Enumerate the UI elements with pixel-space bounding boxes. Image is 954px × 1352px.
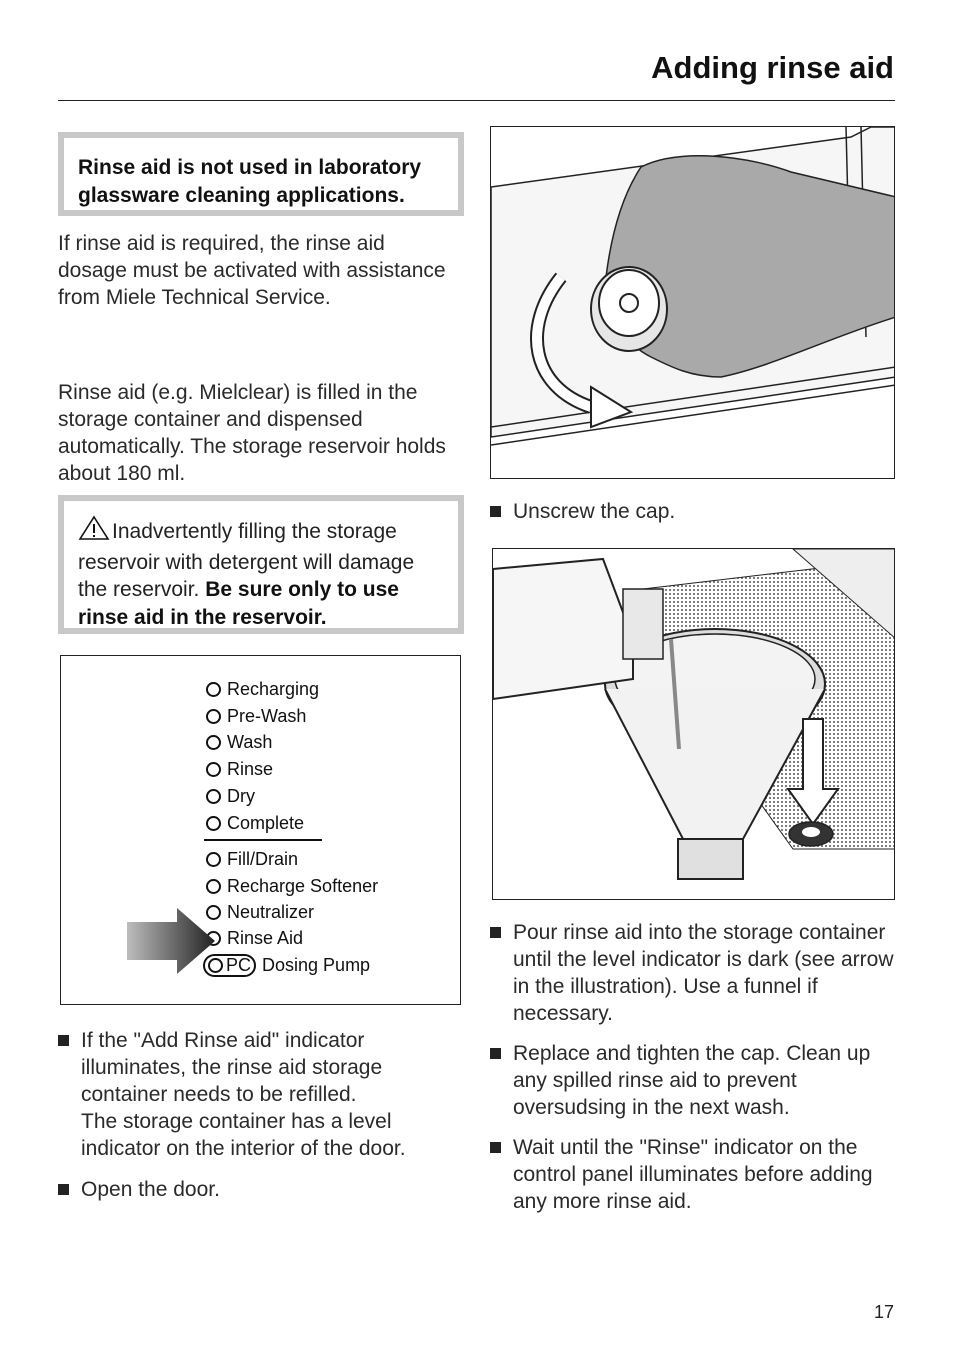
indicator-light-icon	[206, 762, 221, 777]
bullet-icon	[490, 1048, 501, 1059]
indicator-dry: Dry	[206, 786, 255, 807]
indicator-dosing-pump: PC Dosing Pump	[203, 954, 370, 977]
indicator-fill-drain: Fill/Drain	[206, 849, 298, 870]
warning-box	[58, 495, 464, 634]
indicator-pre-wash: Pre-Wash	[206, 706, 306, 727]
pour-rinse-aid-illustration	[492, 548, 895, 900]
list-item: Open the door.	[58, 1176, 458, 1203]
indicator-light-icon	[206, 789, 221, 804]
list-item: Wait until the "Rinse" indicator on the control panel illuminates before adding any more rinse aid.	[490, 1134, 895, 1215]
bullet-icon	[490, 506, 501, 517]
indicator-rinse-aid: Rinse Aid	[206, 928, 303, 949]
indicator-light-icon	[206, 879, 221, 894]
indicator-recharge-softener: Recharge Softener	[206, 876, 378, 897]
indicator-light-icon	[206, 816, 221, 831]
warning-text: Inadvertently filling the storage reservoir with detergent will damage the reservoir.	[78, 520, 415, 601]
unscrew-cap-illustration	[490, 126, 895, 479]
indicator-light-icon	[206, 709, 221, 724]
warning-triangle-icon	[78, 515, 110, 549]
list-item: If the "Add Rinse aid" indicator illuminates, the rinse aid storage container needs to be refilled. The storage container has a level indicator on the interior of the door.	[58, 1027, 458, 1162]
intro-paragraph: If rinse aid is required, the rinse aid dosage must be activated with assistance from Miele Technical Service.	[58, 232, 446, 309]
header-rule	[58, 100, 895, 101]
note-box	[58, 132, 464, 216]
page-number: 17	[873, 1302, 894, 1322]
bullet-icon	[58, 1184, 69, 1195]
rinse-aid-paragraph: Rinse aid (e.g. Mielclear) is filled in the storage container and dispensed automatically. The storage reservoir holds about 180 ml.	[58, 381, 446, 485]
bullet-icon	[490, 927, 501, 938]
list-item: Unscrew the cap.	[490, 498, 895, 525]
indicator-light-icon	[206, 682, 221, 697]
indicator-light-icon	[206, 735, 221, 750]
list-item: Pour rinse aid into the storage container until the level indicator is dark (see arrow in the illustration). Use a funnel if necessary.	[490, 919, 895, 1027]
indicator-neutralizer: Neutralizer	[206, 902, 314, 923]
bullet-icon	[490, 1142, 501, 1153]
warning-emphasis: Be sure only to use rinse aid in the reservoir.	[78, 578, 399, 629]
pointer-arrow-icon	[127, 908, 217, 974]
indicator-rinse: Rinse	[206, 759, 273, 780]
page-title: Adding rinse aid	[651, 50, 894, 85]
note-text: Rinse aid is not used in laboratory glassware cleaning applications.	[78, 156, 422, 207]
indicator-complete: Complete	[206, 813, 304, 834]
bullet-icon	[58, 1035, 69, 1046]
control-panel-diagram	[60, 655, 461, 1005]
panel-divider	[204, 839, 322, 841]
indicator-recharging: Recharging	[206, 679, 319, 700]
list-item: Replace and tighten the cap. Clean up any spilled rinse aid to prevent oversudsing in the next wash.	[490, 1040, 895, 1121]
indicator-light-icon	[206, 852, 221, 867]
indicator-wash: Wash	[206, 732, 272, 753]
pc-badge: PC	[203, 954, 256, 977]
